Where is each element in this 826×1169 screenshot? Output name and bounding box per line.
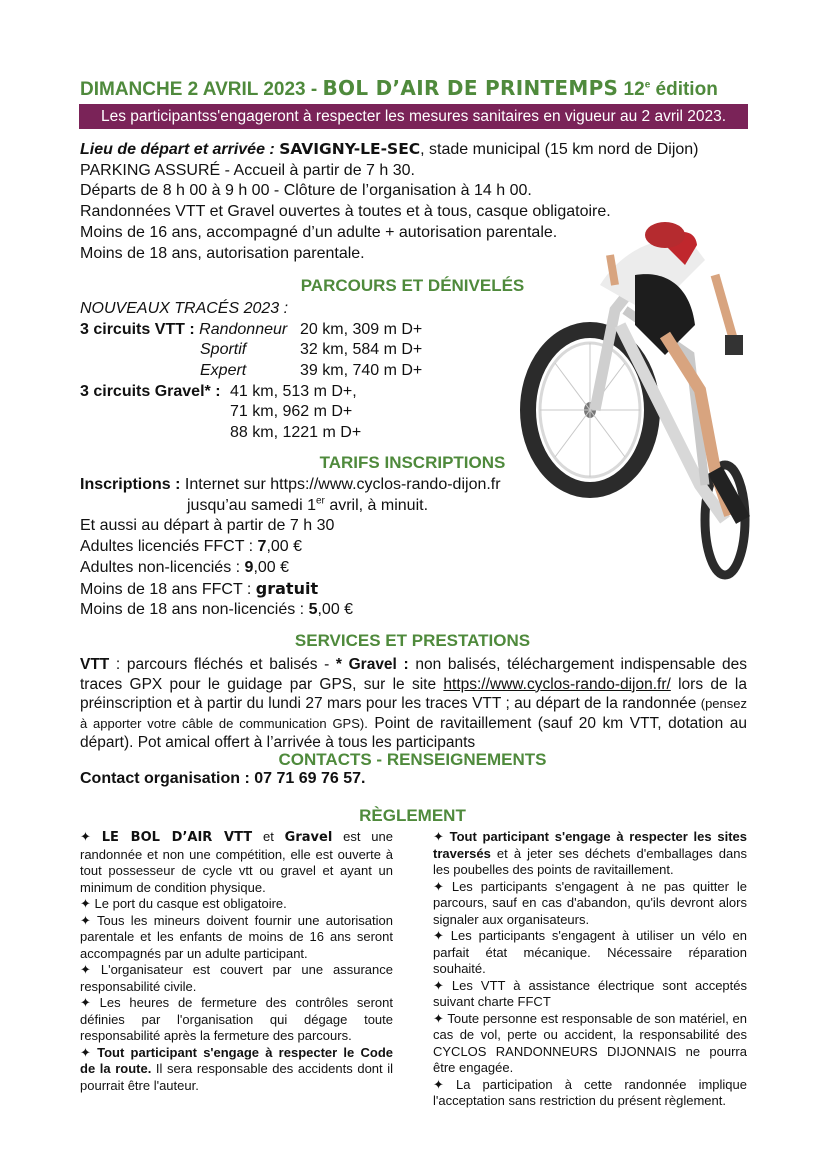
gravel-label: 3 circuits Gravel* :	[80, 382, 221, 400]
reglement-left-column	[80, 829, 393, 1094]
mountain-biker-image	[515, 215, 760, 600]
vtt-circuit-value: 32 km, 584 m D+	[300, 341, 423, 359]
services-text: : parcours fléchés et balisés -	[109, 656, 336, 673]
price-label: Adultes licenciés FFCT :	[80, 538, 258, 556]
rule-text: est une randonnée et non une compétition, elle est ouverte à tout possesseur de cycle vtt ou gravel et ayant un minimum de condition physique.	[80, 829, 393, 895]
title-edition-number: 12	[618, 79, 645, 100]
lieu-rest: , stade municipal (15 km nord de Dijon)	[420, 141, 699, 158]
services-gravel-label: * Gravel :	[335, 656, 409, 673]
services-gps-note: (pensez à apporter votre câble de communication GPS).	[80, 696, 747, 731]
price-value: 7	[257, 538, 267, 556]
rule-text: L'organisateur est couvert par une assurance responsabilité civile.	[80, 962, 393, 994]
sanitary-banner: Les participantss'engageront à respecter les mesures sanitaires en vigueur au 2 avril 2023.	[79, 104, 748, 129]
tarifs-block	[80, 475, 501, 621]
cyclos-link[interactable]: https://www.cyclos-rando-dijon.fr/	[443, 675, 671, 693]
rule-bold: LE BOL D’AIR VTT	[101, 830, 253, 845]
services-text: Point de ravitaillement (sauf 20 km VTT, dotation au départ). Pot amical offert à l’arrivée à tous les participants	[80, 714, 747, 751]
rule-text: Les participants s'engagent à ne pas quitter le parcours, sauf en cas d'abandon, qu'ils devront alors signaler aux organisateurs.	[433, 878, 747, 927]
vtt-circuit-value: 39 km, 740 m D+	[300, 362, 423, 380]
services-paragraph	[80, 655, 747, 753]
rule-text: et à jeter ses déchets d'emballages dans les poubelles des points de ravitaillement.	[433, 845, 747, 877]
contact-line: Contact organisation : 07 71 69 76 57.	[80, 770, 366, 787]
gravel-circuit: 88 km, 1221 m D+	[230, 424, 362, 442]
vtt-label: 3 circuits VTT :	[80, 320, 195, 338]
rule-text: Les VTT à assistance électrique sont acceptés suivant charte FFCT	[433, 977, 747, 1009]
inscriptions-deadline-end: avril, à minuit.	[324, 496, 429, 514]
services-heading: SERVICES ET PRESTATIONS	[294, 631, 531, 650]
star-icon: ✦	[80, 896, 91, 911]
price-rest: ,00 €	[253, 558, 290, 576]
rule-text: La participation à cette randonnée implique l'acceptation sans restriction du présent règlement.	[433, 1076, 747, 1108]
intro-line: Moins de 18 ans, autorisation parentale.	[80, 244, 365, 262]
lieu-place: SAVIGNY-LE-SEC	[279, 140, 421, 158]
star-icon: ✦	[433, 1010, 444, 1026]
price-value: gratuit	[255, 578, 319, 598]
star-icon: ✦	[80, 912, 91, 928]
price-line	[80, 579, 501, 601]
vtt-circuit-value: 20 km, 309 m D+	[300, 320, 423, 338]
services-text: lors de la préinscription et à partir du lundi 27 mars pour les traces VTT ; au départ de la randonnée	[80, 675, 748, 712]
parcours-heading: PARCOURS ET DÉNIVELÉS	[300, 276, 525, 295]
star-icon: ✦	[433, 928, 444, 943]
rule-text: Le port du casque est obligatoire.	[90, 896, 287, 911]
rule-bold: Gravel	[284, 830, 333, 845]
gravel-circuit: 71 km, 962 m D+	[230, 403, 353, 421]
reglement-right-column	[433, 829, 747, 1110]
inscriptions-deadline-sup: er	[315, 495, 325, 507]
rule-text: Tous les mineurs doivent fournir une autorisation parentale et les enfants de moins de 16 ans seront accompagnés par un adulte participant.	[80, 912, 393, 961]
depart-line: Et aussi au départ à partir de 7 h 30	[80, 517, 335, 535]
reglement-heading: RÈGLEMENT	[359, 806, 466, 825]
price-value: 5	[308, 601, 318, 619]
rule-bold: Tout participant s'engage à respecter le Code de la route.	[80, 1044, 393, 1076]
tarifs-heading: TARIFS INSCRIPTIONS	[319, 453, 506, 472]
price-label: Moins de 18 ans FFCT :	[80, 580, 256, 598]
title-edition-sup: e	[644, 79, 651, 91]
price-line	[80, 558, 501, 579]
intro-line: PARKING ASSURÉ - Accueil à partir de 7 h 30.	[80, 161, 415, 179]
price-rest: ,00 €	[317, 601, 354, 619]
star-icon: ✦	[433, 977, 444, 993]
parcours-subtitle: NOUVEAUX TRACÉS 2023 :	[80, 300, 289, 317]
star-icon: ✦	[80, 962, 91, 977]
gravel-circuit: 41 km, 513 m D+,	[230, 382, 357, 400]
lieu-line	[80, 139, 699, 161]
vtt-circuit-name: Sportif	[200, 341, 247, 359]
price-line	[80, 537, 501, 558]
services-vtt-label: VTT	[80, 656, 110, 673]
star-icon: ✦	[80, 1044, 91, 1060]
intro-line: Randonnées VTT et Gravel ouvertes à toutes et à tous, casque obligatoire.	[80, 203, 611, 221]
page-title	[80, 76, 718, 101]
rule-text: Les participants s'engagent à utiliser un vélo en parfait état mécanique. Nécessaire réparation souhaité.	[433, 928, 747, 976]
price-rest: ,00 €	[266, 538, 303, 556]
price-value: 9	[244, 558, 254, 576]
vtt-circuit-name: Randonneur	[199, 320, 288, 338]
lieu-label: Lieu de départ et arrivée :	[80, 141, 275, 158]
inscriptions-deadline: jusqu’au samedi 1	[187, 496, 316, 514]
parcours-block	[80, 299, 423, 444]
price-label: Moins de 18 ans non-licenciés :	[80, 601, 309, 619]
star-icon: ✦	[433, 1076, 444, 1092]
rule-text: Toute personne est responsable de son matériel, en cas de vol, perte ou accident, la responsabilité des CYCLOS RANDONNEURS DIJONNAIS ne pourra être engagée.	[433, 1010, 747, 1075]
vtt-circuit-name: Expert	[200, 362, 247, 380]
price-line	[80, 600, 501, 621]
rule-text: et	[252, 829, 285, 844]
rule-text: Les heures de fermeture des contrôles seront définies par l'organisation qui dégage toute responsabilité après la fermeture des parcours.	[80, 995, 393, 1043]
contacts-heading: CONTACTS - RENSEIGNEMENTS	[278, 750, 547, 769]
intro-line: Départs de 8 h 00 à 9 h 00 - Clôture de l’organisation à 14 h 00.	[80, 182, 532, 200]
star-icon: ✦	[80, 995, 91, 1010]
rule-bold: Tout participant s'engage à respecter les sites traversés	[433, 829, 747, 861]
inscriptions-text: Internet sur https://www.cyclos-rando-dijon.fr	[180, 476, 501, 493]
title-date: DIMANCHE 2 AVRIL 2023 -	[80, 79, 323, 100]
star-icon: ✦	[433, 878, 444, 894]
inscriptions-label: Inscriptions :	[80, 476, 181, 493]
price-label: Adultes non-licenciés :	[80, 558, 245, 576]
star-icon: ✦	[80, 829, 91, 844]
intro-line: Moins de 16 ans, accompagné d’un adulte + autorisation parentale.	[80, 223, 558, 241]
title-edition-word: édition	[650, 79, 718, 100]
services-text: non balisés, téléchargement indispensable des traces GPX pour le guidage par GPS, sur le site	[80, 656, 747, 693]
star-icon: ✦	[433, 829, 444, 844]
rule-text: Il sera responsable des accidents dont il pourrait être l'auteur.	[80, 1061, 393, 1093]
title-event: BOL D’AIR DE PRINTEMPS	[322, 76, 619, 100]
